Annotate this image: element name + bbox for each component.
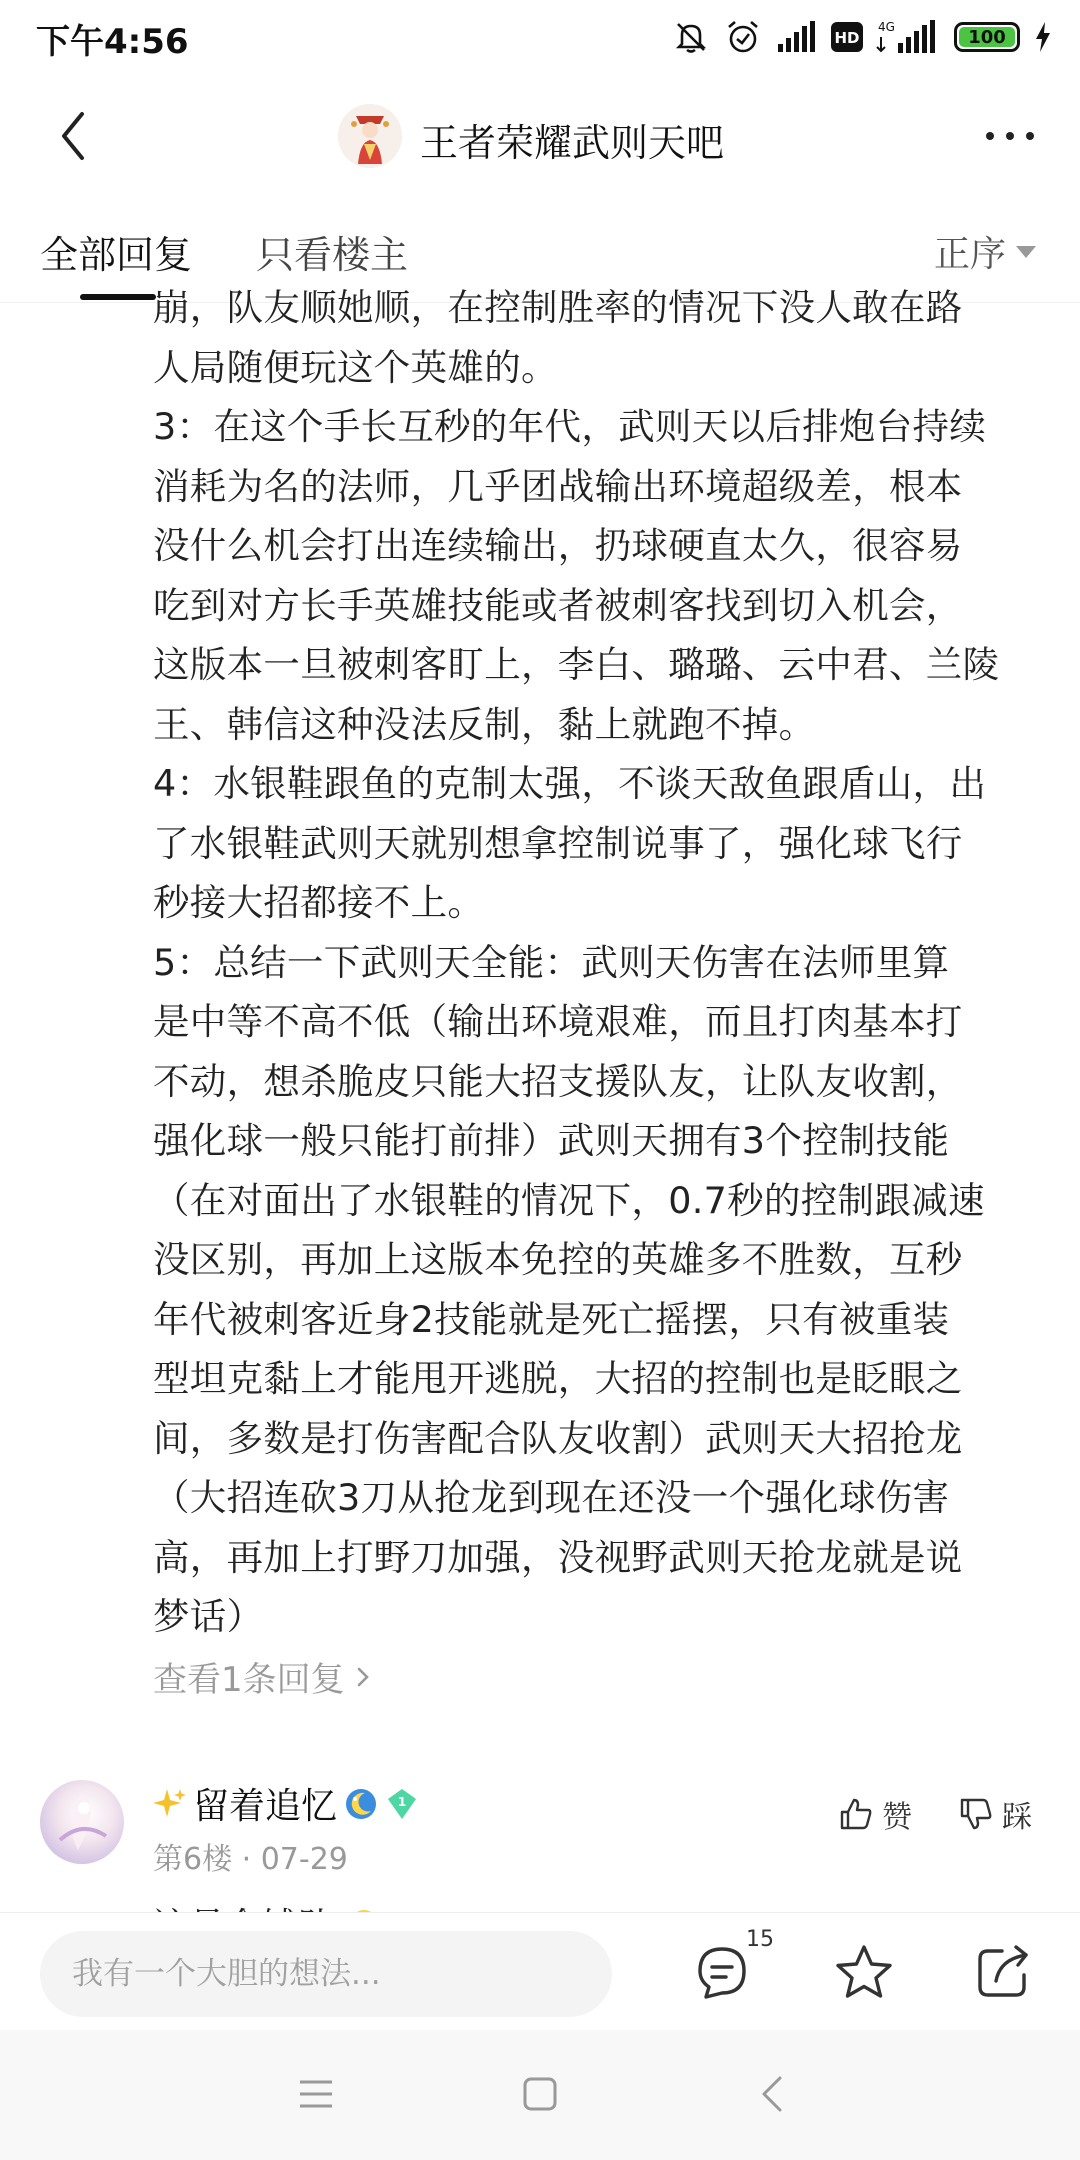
thumbs-up-icon <box>838 1796 874 1832</box>
tab-op-only[interactable]: 只看楼主 <box>256 233 409 277</box>
post-line: 高，再加上打野刀加强，没视野武则天抢龙就是说 <box>153 1535 963 1579</box>
dislike-button[interactable] <box>958 1792 1032 1836</box>
forum-avatar-icon <box>338 104 402 168</box>
post-line: 人局随便玩这个英雄的。 <box>153 345 558 389</box>
comment-bubble-icon <box>690 1941 754 2005</box>
reply-date: 07-29 <box>260 1842 348 1877</box>
post-line: 型坦克黏上才能甩开逃脱，大招的控制也是眨眼之 <box>153 1357 963 1400</box>
post-body <box>153 278 1033 1647</box>
reply-username: 留着追忆 <box>193 1786 338 1827</box>
post-line: 强化球一般只能打前排）武则天拥有3个控制技能 <box>153 1119 950 1162</box>
post-line: 不动，想杀脆皮只能大招支援队友，让队友收割， <box>153 1059 963 1103</box>
star-icon <box>832 1941 896 2005</box>
reply-meta <box>153 1834 348 1878</box>
share-icon <box>972 1941 1036 2005</box>
active-tab-indicator <box>80 294 156 300</box>
recent-apps-button[interactable] <box>296 2076 336 2112</box>
battery-icon <box>954 22 1020 52</box>
post-line: 间，多数是打伤害配合队友收割）武则天大招抢龙 <box>153 1416 963 1460</box>
charging-icon <box>1034 21 1052 53</box>
mute-icon <box>672 18 710 56</box>
avatar[interactable] <box>40 1780 124 1864</box>
sort-label: 正序 <box>933 234 1006 275</box>
hd-label: HD <box>834 29 860 47</box>
tab-all-replies[interactable]: 全部回复 <box>40 233 193 277</box>
sparkle-icon <box>153 1787 187 1821</box>
network-label: 4G <box>878 20 895 34</box>
reply-content <box>0 286 1080 1912</box>
post-line: 消耗为名的法师，几乎团战输出环境超级差，根本 <box>153 464 963 508</box>
favorite-button[interactable] <box>832 1941 896 2005</box>
chevron-left-icon <box>44 104 108 168</box>
more-dots-icon <box>980 116 1040 156</box>
post-line: 是中等不高不低（输出环境艰难，而且打肉基本打 <box>153 1000 963 1043</box>
alarm-icon <box>724 18 762 56</box>
post-line: 5：总结一下武则天全能：武则天伤害在法师里算 <box>153 940 950 984</box>
post-line: 这版本一旦被刺客盯上，李白、璐璐、云中君、兰陵 <box>153 643 1000 686</box>
post-line: 年代被刺客近身2技能就是死亡摇摆，只有被重装 <box>153 1297 950 1341</box>
status-time: 下午4:56 <box>36 22 189 62</box>
system-back-button[interactable] <box>752 2072 792 2116</box>
back-button[interactable] <box>44 104 108 168</box>
dislike-label: 踩 <box>1002 1800 1032 1835</box>
post-line: 3：在这个手长互秒的年代，武则天以后排炮台持续 <box>153 405 987 448</box>
thumbs-down-icon <box>958 1796 994 1832</box>
system-navigation-bar <box>0 2030 1080 2160</box>
battery-level: 100 <box>959 27 1015 47</box>
view-replies-link[interactable] <box>153 1652 373 1701</box>
post-line: 没什么机会打出连续输出，扔球硬直太久，很容易 <box>153 524 963 567</box>
meta-separator: · <box>241 1842 261 1877</box>
post-line: 没区别，再加上这版本免控的英雄多不胜数，互秒 <box>153 1238 963 1281</box>
signal-4g-icon <box>878 19 940 55</box>
level-number: 1 <box>397 1794 407 1809</box>
menu-icon <box>296 2076 336 2112</box>
more-button[interactable] <box>980 116 1040 156</box>
caret-down-icon <box>1016 246 1036 258</box>
moon-stars-icon <box>343 1787 379 1821</box>
post-line: 梦话） <box>153 1595 264 1638</box>
hd-icon <box>830 21 864 53</box>
post-line: 秒接大招都接不上。 <box>153 881 485 924</box>
status-bar <box>0 0 1080 76</box>
post-line: 王、韩信这种没法反制，黏上就跑不掉。 <box>153 702 816 746</box>
share-button[interactable] <box>972 1941 1036 2005</box>
sort-dropdown[interactable] <box>934 226 1036 277</box>
comment-input[interactable] <box>40 1931 612 2017</box>
square-icon <box>520 2074 560 2114</box>
avatar-image <box>40 1780 124 1864</box>
signal-icon <box>776 20 816 54</box>
comments-button[interactable] <box>690 1941 754 2005</box>
post-line: （在对面出了水银鞋的情况下，0.7秒的控制跟减速 <box>153 1178 985 1222</box>
post-line: 了水银鞋武则天就别想拿控制说事了，强化球飞行 <box>153 821 963 865</box>
post-line: 4：水银鞋跟鱼的克制太强，不谈天敌鱼跟盾山，出 <box>153 762 987 805</box>
post-line: 吃到对方长手英雄技能或者被刺客找到切入机会， <box>153 583 963 627</box>
back-arrow-icon <box>752 2072 792 2116</box>
view-replies-label: 查看1条回复 <box>153 1660 345 1700</box>
post-line: 崩，队友顺她顺，在控制胜率的情况下没人敢在路 <box>153 286 963 329</box>
header <box>0 86 1080 186</box>
forum-title[interactable]: 王者荣耀武则天吧 <box>420 121 725 165</box>
level-badge-icon <box>385 1787 419 1821</box>
chevron-right-icon <box>353 1663 373 1691</box>
home-button[interactable] <box>520 2074 560 2114</box>
forum-avatar[interactable] <box>338 104 402 168</box>
bottom-bar <box>0 1912 1080 2031</box>
reply-username-row[interactable] <box>153 1778 419 1829</box>
post-line: （大招连砍3刀从抢龙到现在还没一个强化球伤害 <box>153 1476 950 1519</box>
reply-floor: 第6楼 <box>153 1842 233 1877</box>
like-label: 赞 <box>882 1800 912 1835</box>
comment-count: 15 <box>746 1927 774 1952</box>
like-button[interactable] <box>838 1792 912 1836</box>
status-icons <box>672 18 1052 56</box>
